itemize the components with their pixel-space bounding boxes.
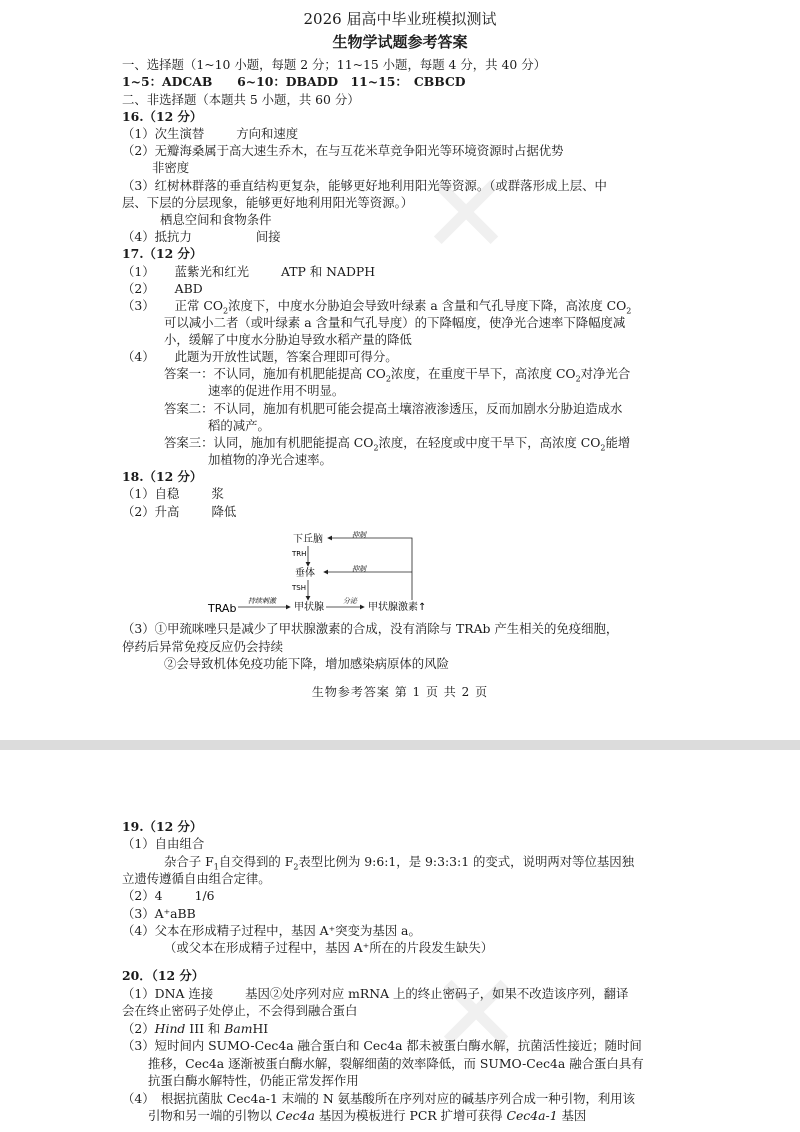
inhibit-label-1: 抑制 [352, 531, 366, 539]
q17-line: 速率的促进作用不明显。 [208, 383, 345, 398]
feedback-arrow-1 [328, 538, 412, 600]
q16-heading: 16.（12 分） [122, 109, 203, 124]
q18-line: 停药后异常免疫反应仍会持续 [122, 639, 284, 654]
section-1-heading: 一、选择题（1~10 小题，每题 2 分；11~15 小题，每题 4 分，共 40 分） [122, 57, 546, 72]
q20-line: 引物和另一端的引物以 Cec4a 基因为模板进行 PCR 扩增可获得 Cec4a-1 基因 [148, 1108, 587, 1123]
q17-line: 稻的减产。 [208, 418, 270, 433]
answer-key-title: 生物学试题参考答案 [332, 33, 468, 51]
q19-heading: 19.（12 分） [122, 819, 203, 834]
thyroid-label: 甲状腺 [294, 602, 324, 613]
q16-line: （4）抵抗力 间接 [122, 229, 281, 244]
q16-line: 层、下层的分层现象，能够更好地利用阳光等资源。） [122, 195, 414, 210]
pituitary-label: 垂体 [295, 568, 315, 579]
q19-line: 立遗传遵循自由组合定律。 [122, 871, 271, 886]
q19-line: （1）自由组合 [122, 836, 205, 851]
trab-label: TRAb [208, 602, 237, 615]
q17-line: 加植物的净光合速率。 [208, 452, 332, 467]
q20-line: （1）DNA 连接 基因②处序列对应 mRNA 上的终止密码子，如果不改造该序列，翻译 [122, 986, 629, 1001]
q17-line: （4） 此题为开放性试题，答案合理即可得分。 [122, 349, 398, 364]
q17-answer-1: 答案一：不认同，施加有机肥能提高 $CO_2$浓度，在重度干旱下，高浓度 $CO_2$对净光合 [164, 366, 631, 384]
q20-line: （4） 根据抗菌肽 Cec4a-1 末端的 N 氨基酸所在序列对应的碱基序列合成一种引物，利用该 [122, 1091, 636, 1106]
hormone-regulation-diagram [200, 526, 480, 618]
q18-line: ②会导致机体免疫功能下降，增加感染病原体的风险 [164, 656, 449, 671]
q20-heading: 20．（12 分） [122, 968, 205, 983]
q17-line: 小，缓解了中度水分胁迫导致水稻产量的降低 [164, 332, 412, 347]
answer-page-2 [0, 750, 800, 1132]
q20-line: 推移，Cec4a 逐渐被蛋白酶水解，裂解细菌的效率降低，而 SUMO-Cec4a 融合蛋白具有 [148, 1056, 644, 1071]
choice-answers: 1~5：ADCAB 6~10：DBADD 11~15： CBBCD [122, 74, 466, 89]
q18-line: （1）自稳 浆 [122, 486, 224, 501]
q16-line: 非密度 [152, 160, 190, 175]
q17-answer-2: 答案二：不认同，施加有机肥可能会提高土壤溶液渗透压，反而加剧水分胁迫造成水 [164, 401, 623, 416]
q20-line: 会在终止密码子处停止，不会得到融合蛋白 [122, 1003, 358, 1018]
q19-line: （4）父本在形成精子过程中，基因 A⁺突变为基因 a。 [122, 923, 421, 938]
trh-label: TRH [292, 550, 307, 558]
hypothalamus-label: 下丘脑 [293, 534, 323, 545]
q20-line: （2）Hind III 和 BamHI [122, 1021, 269, 1036]
exam-title: 2026 届高中毕业班模拟测试 [303, 10, 497, 28]
stimulate-label: 持续刺激 [248, 597, 276, 605]
page-divider [0, 740, 800, 750]
q17-line: （1） 蓝紫光和红光 ATP 和 NADPH [122, 264, 376, 279]
secrete-label: 分泌 [343, 597, 357, 605]
watermark: ✕ [430, 950, 523, 1078]
tsh-label: TSH [292, 584, 306, 592]
q20-line: 抗蛋白酶水解特性，仍能正常发挥作用 [148, 1073, 359, 1088]
q16-line: （2）无瓣海桑属于高大速生乔木，在与互花米草竞争阳光等环境资源时占据优势 [122, 143, 564, 158]
thyroid-hormone-label: 甲状腺激素↑ [368, 602, 427, 613]
watermark: ✕ [420, 150, 513, 278]
q20-line: （3）短时间内 SUMO-Cec4a 融合蛋白和 Cec4a 都未被蛋白酶水解，抗菌活性接近；随时间 [122, 1038, 642, 1053]
q16-line: （3）红树林群落的垂直结构更复杂，能够更好地利用阳光等资源。（或群落形成上层、中 [122, 178, 607, 193]
q17-answer-3: 答案三：认同，施加有机肥能提高 $CO_2$浓度，在轻度或中度干旱下，高浓度 $CO_2$能增 [164, 435, 631, 453]
section-2-heading: 二、非选择题（本题共 5 小题，共 60 分） [122, 92, 360, 107]
q16-line: 栖息空间和食物条件 [160, 212, 272, 227]
q17-line: 可以减小二者（或叶绿素 a 含量和气孔导度）的下降幅度，使净光合速率下降幅度减 [164, 315, 626, 330]
q18-line: （3）①甲巯咪唑只是减少了甲状腺激素的合成，没有消除与 TRAb 产生相关的免疫细胞， [122, 621, 619, 636]
q19-line: （3）A⁺aBB [122, 906, 196, 921]
inhibit-label-2: 抑制 [352, 565, 366, 573]
q17-line: （3） 正常 $CO_2$浓度下，中度水分胁迫会导致叶绿素 a 含量和气孔导度下降，高浓度 $CO_2$ [122, 298, 632, 316]
q16-line: （1）次生演替 方向和速度 [122, 126, 299, 141]
page-footer: 生物参考答案 第 1 页 共 2 页 [311, 685, 489, 699]
q18-heading: 18.（12 分） [122, 469, 203, 484]
q17-line: （2） ABD [122, 281, 203, 296]
q19-line: （2）4 1/6 [122, 888, 215, 903]
q18-line: （2）升高 降低 [122, 504, 237, 519]
q19-line: 杂合子 $F_1$自交得到的 $F_2$表型比例为 9:6:1，是 9:3:3:1 的变式，说明两对等位基因独 [164, 854, 635, 872]
q19-line: （或父本在形成精子过程中，基因 A⁺所在的片段发生缺失） [164, 940, 494, 955]
q17-heading: 17.（12 分） [122, 246, 203, 261]
